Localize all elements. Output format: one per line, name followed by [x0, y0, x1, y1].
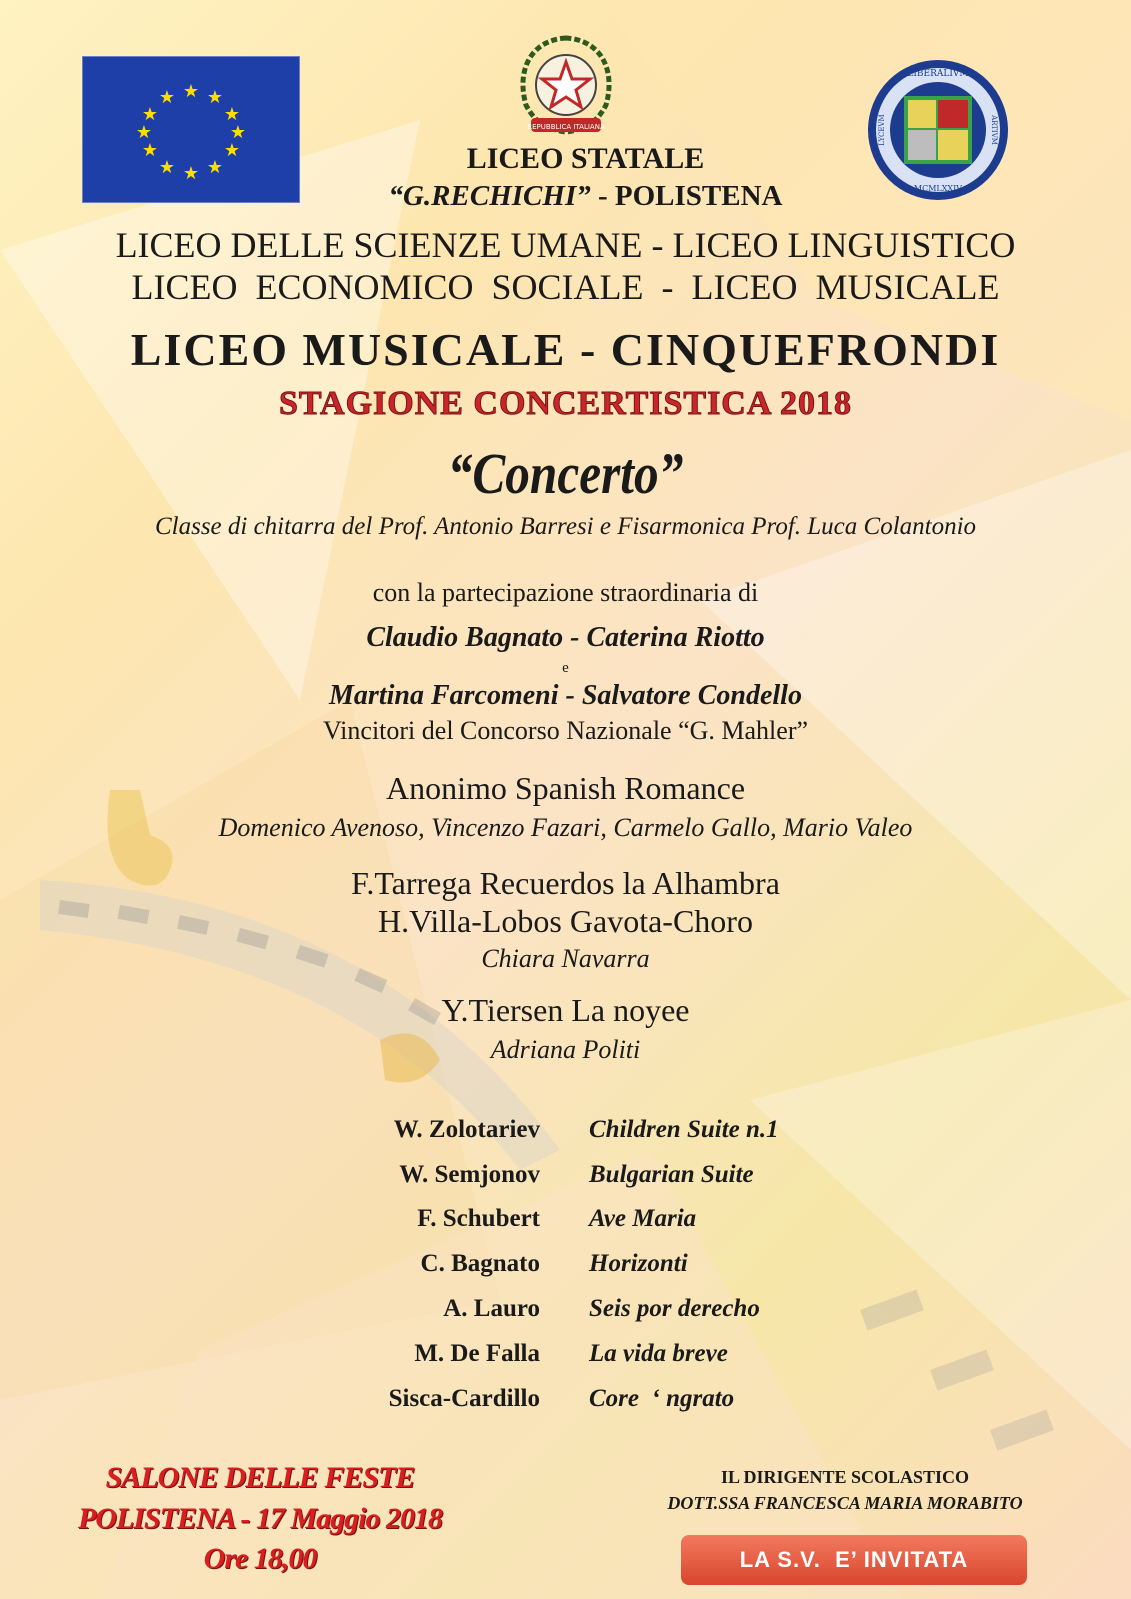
- guests-line-1: Claudio Bagnato - Caterina Riotto: [366, 622, 765, 653]
- participation-line: con la partecipazione straordinaria di: [372, 578, 759, 607]
- program-work: Bulgarian Suite: [589, 1161, 754, 1188]
- svg-text:★: ★: [158, 87, 176, 108]
- program-piece-1: Anonimo Spanish Romance: [385, 770, 746, 806]
- program-work: Horizonti: [589, 1250, 688, 1277]
- program-piece-2: F.Tarrega Recuerdos la Alhambra: [351, 865, 780, 901]
- seal-ring-text-bottom: MCMLXXIV: [913, 184, 963, 193]
- school-city: - POLISTENA: [590, 180, 783, 212]
- program-work: Ave Maria: [589, 1205, 697, 1232]
- program-composer: A. Lauro: [443, 1295, 540, 1322]
- program-composer: W. Semjonov: [399, 1161, 540, 1188]
- classes-line: Classe di chitarra del Prof. Antonio Barresi e Fisarmonica Prof. Luca Colantonio: [154, 513, 977, 540]
- courses-line-1: LICEO DELLE SCIENZE UMANE - LICEO LINGUISTICO: [115, 225, 1016, 265]
- concert-title: “Concerto”: [447, 441, 684, 506]
- svg-text:★: ★: [158, 157, 176, 178]
- svg-text:★: ★: [182, 81, 200, 102]
- event-time: Ore 18,00: [203, 1542, 317, 1575]
- seal-ring-text-left: LYCEVM: [878, 114, 886, 146]
- program-work: Core ‘ ngrato: [589, 1385, 735, 1412]
- program-performers-1: Domenico Avenoso, Vincenzo Fazari, Carmelo Gallo, Mario Valeo: [218, 813, 913, 842]
- invitation-badge: [681, 1535, 1027, 1585]
- program-work: La vida breve: [589, 1340, 728, 1367]
- svg-text:★: ★: [141, 104, 159, 125]
- svg-text:★: ★: [135, 122, 153, 143]
- invitation-text: LA S.V. E’ INVITATA: [739, 1547, 969, 1572]
- program-piece-2b: H.Villa-Lobos Gavota-Choro: [378, 903, 753, 939]
- repubblica-italiana-emblem-icon: [511, 30, 621, 142]
- guests-note: Vincitori del Concorso Nazionale “G. Mahler”: [322, 716, 809, 745]
- program-composer: F. Schubert: [417, 1205, 540, 1232]
- school-line-1: LICEO STATALE: [466, 142, 705, 175]
- svg-text:★: ★: [206, 87, 224, 108]
- principal-name: DOTT.SSA FRANCESCA MARIA MORABITO: [667, 1493, 1023, 1513]
- school-line-2: [0, 180, 1131, 213]
- school-name: “G.RECHICHI”: [388, 180, 591, 212]
- program-work: Seis por derecho: [589, 1295, 760, 1322]
- program-composer: Sisca-Cardillo: [388, 1385, 540, 1412]
- event-date: POLISTENA - 17 Maggio 2018: [77, 1502, 443, 1535]
- svg-text:★: ★: [229, 122, 247, 143]
- emblem-text: REPUBBLICA ITALIANA: [527, 123, 605, 131]
- season-title: STAGIONE CONCERTISTICA 2018: [278, 385, 853, 422]
- program-piece-3: Y.Tiersen La noyee: [441, 992, 690, 1028]
- seal-ring-text-right: ARTIVM: [990, 115, 998, 145]
- program-composer: C. Bagnato: [420, 1250, 540, 1277]
- program-work: Children Suite n.1: [589, 1116, 779, 1143]
- guests-line-2: Martina Farcomeni - Salvatore Condello: [329, 680, 802, 711]
- guests-and: e: [562, 660, 569, 676]
- program-performers-3: Adriana Politi: [490, 1035, 641, 1064]
- principal-title: IL DIRIGENTE SCOLASTICO: [720, 1467, 970, 1487]
- svg-text:★: ★: [141, 140, 159, 161]
- svg-text:★: ★: [206, 157, 224, 178]
- courses-line-2: LICEO ECONOMICO SOCIALE - LICEO MUSICALE: [131, 267, 1000, 307]
- program-composer: W. Zolotariev: [393, 1116, 540, 1143]
- svg-text:★: ★: [223, 104, 241, 125]
- program-performers-2: Chiara Navarra: [481, 944, 650, 973]
- seal-ring-text-top: LIBERALIVM: [907, 69, 969, 79]
- svg-text:★: ★: [182, 163, 200, 184]
- venue-name: SALONE DELLE FESTE: [105, 1461, 415, 1494]
- program-composer: M. De Falla: [414, 1340, 540, 1367]
- section-title: LICEO MUSICALE - CINQUEFRONDI: [130, 324, 1001, 375]
- svg-text:★: ★: [223, 140, 241, 161]
